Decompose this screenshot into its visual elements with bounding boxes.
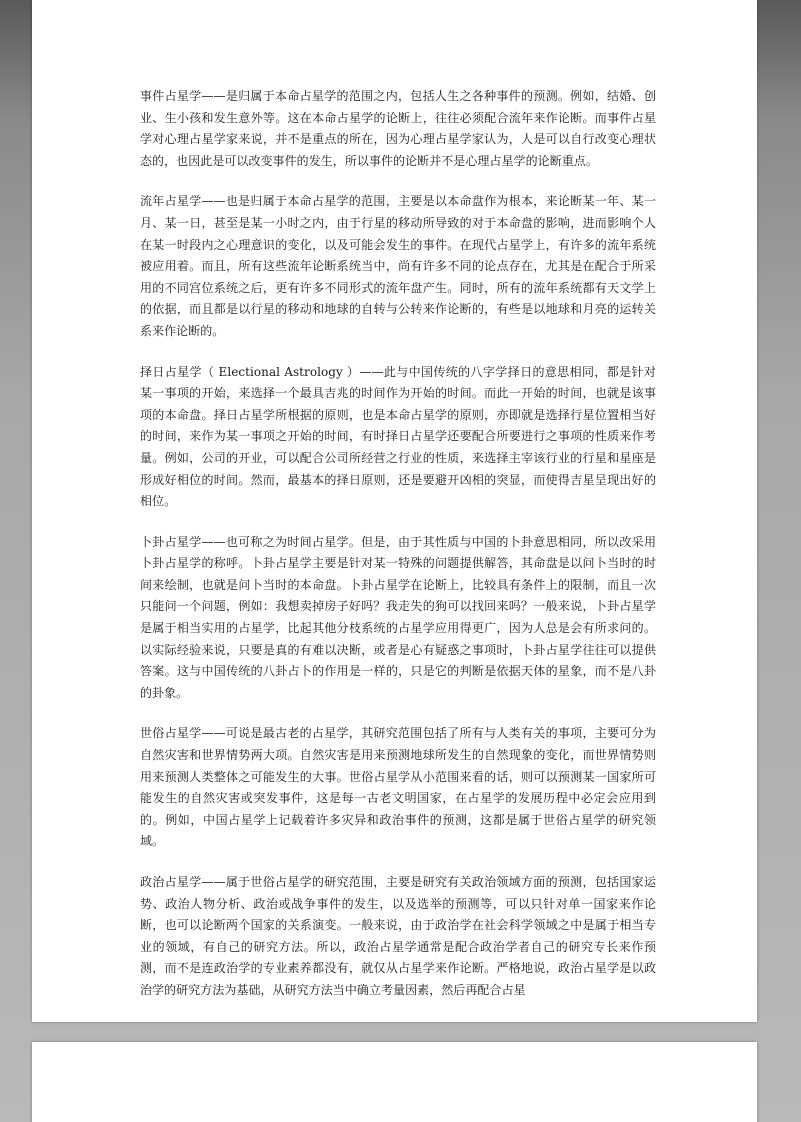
- paragraph-horary-astrology: 卜卦占星学——也可称之为时间占星学。但是，由于其性质与中国的卜卦意思相同，所以改采用卜卦占星学的称呼。卜卦占星学主要是针对某一特殊的问题提供解答，其命盘是以问卜当时的时间来绘制，也就是问卜当时的本命盘。卜卦占星学在论断上，比较具有条件上的限制，而且一次只能问一个问题，例如：我想卖掉房子好吗？我走失的狗可以找回来吗？一般来说，卜卦占星学是属于相当实用的占星学，比起其他分枝系统的占星学应用得更广，因为人总是会有所求问的。以实际经验来说，只要是真的有难以决断，或者是心有疑惑之事项时，卜卦占星学往往可以提供答案。这与中国传统的八卦占卜的作用是一样的，只是它的判断是依据天体的星象，而不是八卦的卦象。: [140, 534, 656, 700]
- paragraph-event-astrology: 事件占星学——是归属于本命占星学的范围之内，包括人生之各种事件的预测。例如，结婚、创业、生小孩和发生意外等。这在本命占星学的论断上，往往必须配合流年来作论断。而事件占星学对心理占星学家来说，并不是重点的所在，因为心理占星学家认为，人是可以自行改变心理状态的，也因此是可以改变事件的发生，所以事件的论断并不是心理占星学的论断重点。: [140, 89, 656, 168]
- paragraph-mundane-astrology: 世俗占星学——可说是最古老的占星学，其研究范围包括了所有与人类有关的事项，主要可分为自然灾害和世界情势两大项。自然灾害是用来预测地球所发生的自然现象的变化，而世界情势则用来预测人类整体之可能发生的大事。世俗占星学从小范围来看的话，则可以预测某一国家所可能发生的自然灾害或突发事件，这是每一古老文明国家，在占星学的发展历程中必定会应用到的。例如，中国占星学上记载着许多灾异和政治事件的预测，这都是属于世俗占星学的研究领域。: [140, 726, 656, 849]
- document-page: [32, 0, 757, 1022]
- page-content: [140, 86, 656, 1021]
- paragraph-electional-astrology: 择日占星学（ Electional Astrology ）——此与中国传统的八字学择日的意思相同，都是针对某一事项的开始，来选择一个最具吉兆的时间作为开始的时间。而此一开始的时间，也就是该事项的本命盘。择日占星学所根据的原则，也是本命占星学的原则，亦即就是选择行星位置相当好的时间，来作为某一事项之开始的时间，有时择日占星学还要配合所要进行之事项的性质来作考量。例如，公司的开业，可以配合公司所经营之行业的性质，来选择主宰该行业的行星和星座是形成好相位的时间。然而，最基本的择日原则，还是要避开凶相的突显，而使得吉星呈现出好的相位。: [140, 364, 656, 509]
- paragraph-political-astrology: 政治占星学——属于世俗占星学的研究范围，主要是研究有关政治领域方面的预测，包括国家运势、政治人物分析、政治或战争事件的发生，以及选举的预测等，可以只针对单一国家来作论断，也可以论断两个国家的关系演变。一般来说，由于政治学在社会科学领域之中是属于相当专业的领域，有自己的研究方法。所以，政治占星学通常是配合政治学者自己的研究专长来作预测，而不是连政治学的专业素养都没有，就仅从占星学来作论断。严格地说，政治占星学是以政治学的研究方法为基础，从研究方法当中确立考量因素，然后再配合占星: [140, 875, 656, 997]
- next-document-page: [32, 1042, 757, 1122]
- paragraph-transit-astrology: 流年占星学——也是归属于本命占星学的范围，主要是以本命盘作为根本，来论断某一年、某一月、某一日，甚至是某一小时之内，由于行星的移动所导致的对于本命盘的影响，进而影响个人在某一时段内之心理意识的变化，以及可能会发生的事件。在现代占星学上，有许多的流年系统被应用着。而且，所有这些流年论断系统当中，尚有许多不同的论点存在，尤其是在配合于所采用的不同宫位系统之后，更有许多不同形式的流年盘产生。同时，所有的流年系统都有天文学上的依据，而且都是以行星的移动和地球的自转与公转来作论断的，有些是以地球和月亮的运转关系来作论断的。: [140, 194, 656, 338]
